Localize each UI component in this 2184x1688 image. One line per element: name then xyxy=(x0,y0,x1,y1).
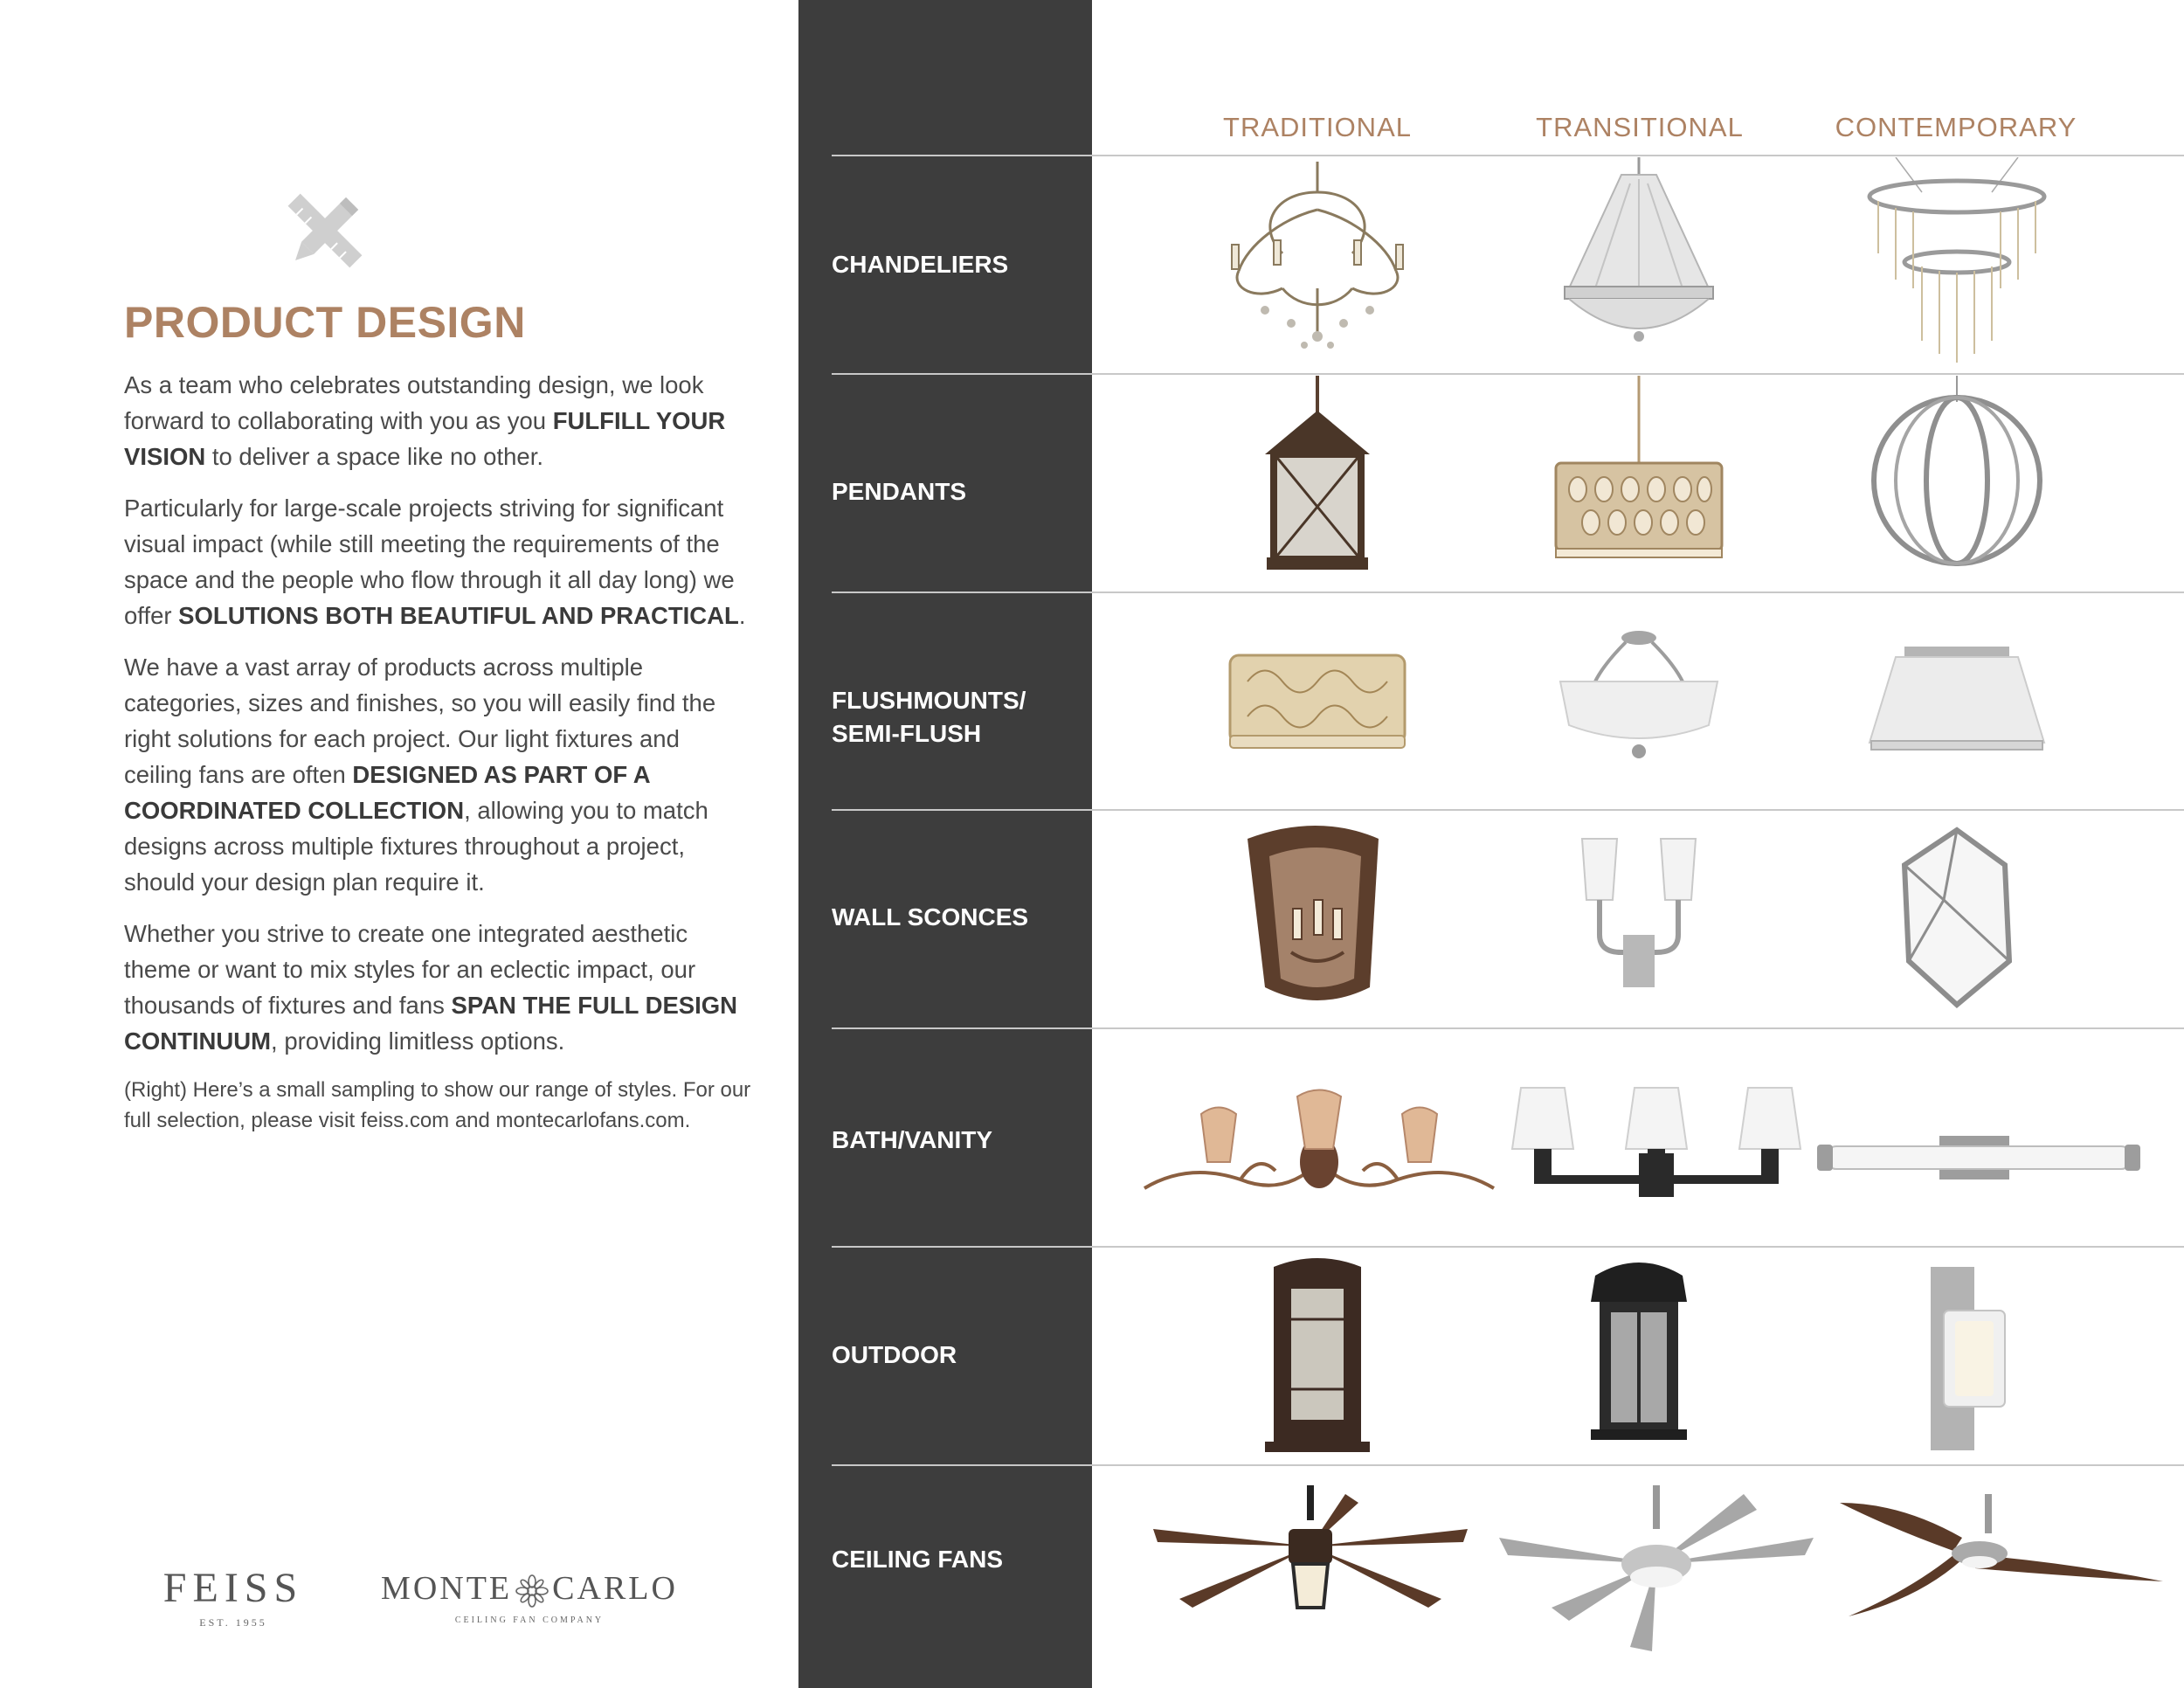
outdoor-cylinder-image xyxy=(1791,1249,2123,1459)
flower-icon xyxy=(515,1574,549,1608)
ruler-pencil-icon xyxy=(281,187,369,274)
category-wall-sconces: WALL SCONCES xyxy=(832,903,1029,930)
feiss-logo: FEISS EST. 1955 xyxy=(162,1565,304,1629)
category-bath-vanity: BATH/VANITY xyxy=(832,1126,993,1153)
sconce-geometric-image xyxy=(1791,813,2123,1022)
sconce-double-image xyxy=(1473,813,1805,1022)
row-divider xyxy=(832,1027,2184,1029)
page-title: PRODUCT DESIGN xyxy=(124,298,526,347)
row-divider xyxy=(832,155,2184,156)
column-traditional: TRADITIONAL xyxy=(1223,112,1412,142)
row-divider xyxy=(832,1464,2184,1466)
pendant-drum-image xyxy=(1473,376,1805,585)
category-chandeliers: CHANDELIERS xyxy=(832,251,1009,278)
category-pendants: PENDANTS xyxy=(832,478,967,505)
brand-logos xyxy=(131,1566,690,1636)
chandelier-traditional-image xyxy=(1151,157,1483,367)
category-ceiling-fans: CEILING FANS xyxy=(832,1546,1004,1573)
vanity-scroll-image xyxy=(1136,1031,1503,1241)
paragraph-4: Whether you strive to create one integrated aesthetic theme or want to mix styles for an eclectic impact, our thousands of fixtures and fans SPAN THE FULL DESIGN CONTINUUM, providing limitless options. xyxy=(124,920,738,1055)
pendant-lantern-image xyxy=(1151,376,1483,585)
column-contemporary: CONTEMPORARY xyxy=(1835,112,2077,142)
body-copy xyxy=(124,367,753,1152)
row-divider xyxy=(832,373,2184,375)
vanity-shade-image xyxy=(1499,1031,1814,1241)
fan-transitional-image xyxy=(1490,1477,1822,1669)
pendant-orb-image xyxy=(1791,376,2123,585)
category-flushmounts: FLUSHMOUNTS/ SEMI-FLUSH xyxy=(832,687,1026,747)
semiflush-bowl-image xyxy=(1473,594,1805,804)
row-divider xyxy=(832,1246,2184,1248)
paragraph-1: As a team who celebrates outstanding design, we look forward to collaborating with you as you FULFILL YOUR VISION to deliver a space like no other. xyxy=(124,371,726,470)
row-divider xyxy=(832,591,2184,593)
flushmount-drum-image xyxy=(1791,594,2123,804)
vanity-bar-image xyxy=(1808,1031,2149,1241)
fan-contemporary-image xyxy=(1831,1477,2172,1669)
sampling-note: (Right) Here’s a small sampling to show our range of styles. For our full selection, please visit feiss.com and montecarlofans.com. xyxy=(124,1078,751,1132)
paragraph-2: Particularly for large-scale projects striving for significant visual impact (while still meeting the requirements of the space and the people who flow through it all day long) we offer SOLUTIONS BOTH BEAUTIFUL AND PRACTICAL. xyxy=(124,495,746,629)
monte-carlo-logo: MONTE CARLO CEILING FAN COMPANY xyxy=(381,1570,678,1626)
chandelier-contemporary-image xyxy=(1791,157,2123,367)
paragraph-3: We have a vast array of products across multiple categories, sizes and finishes, so you will easily find the right solutions for each project. Our light fixtures and ceiling fans are often DESIGNED AS PART OF A COORDINATED COLLECTION, allowing you to match designs across multiple fixtures throughout a project, should your design plan require it. xyxy=(124,654,716,896)
category-outdoor: OUTDOOR xyxy=(832,1341,957,1368)
column-transitional: TRANSITIONAL xyxy=(1536,112,1744,142)
outdoor-lantern-image xyxy=(1151,1249,1483,1459)
fan-traditional-image xyxy=(1144,1477,1476,1669)
intro-panel xyxy=(0,0,798,1688)
chandelier-transitional-image xyxy=(1473,157,1805,367)
sconce-lantern-image xyxy=(1151,813,1483,1022)
flushmount-scroll-image xyxy=(1151,594,1483,804)
row-divider xyxy=(832,809,2184,811)
outdoor-wall-image xyxy=(1473,1249,1805,1459)
